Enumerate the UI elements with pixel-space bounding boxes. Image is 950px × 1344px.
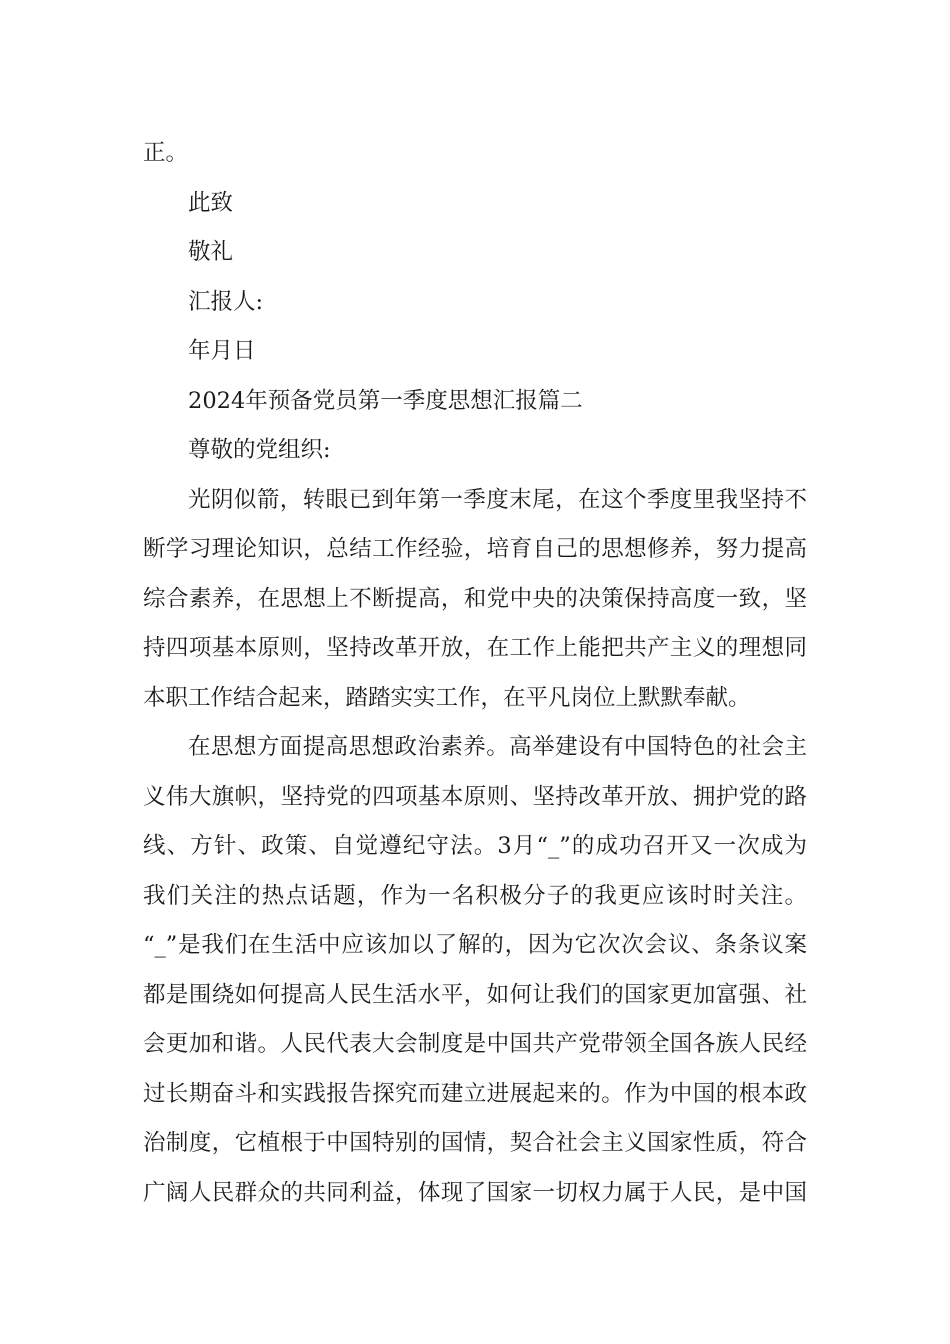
text-line: 综合素养，在思想上不断提高，和党中央的决策保持高度一致，坚 <box>143 585 807 612</box>
text-line: 线、方针、政策、自觉遵纪守法。3月“_”的成功召开又一次成为 <box>143 833 807 859</box>
text-line: 治制度，它植根于中国特别的国情，契合社会主义国家性质，符合 <box>143 1130 807 1156</box>
text-line: 光阴似箭，转眼已到年第一季度末尾，在这个季度里我坚持不 <box>188 486 807 513</box>
text-line: 敬礼 <box>188 239 234 265</box>
text-line: 我们关注的热点话题，作为一名积极分子的我更应该时时关注。 <box>143 882 807 909</box>
text-line: 年月日 <box>188 338 256 364</box>
text-line: “_”是我们在生活中应该加以了解的，因为它次次会议、条条议案 <box>143 932 807 958</box>
text-line: 义伟大旗帜，坚持党的四项基本原则、坚持改革开放、拥护党的路 <box>143 783 807 810</box>
text-line: 广阔人民群众的共同利益，体现了国家一切权力属于人民，是中国 <box>143 1179 807 1206</box>
text-line: 持四项基本原则，坚持改革开放，在工作上能把共产主义的理想同 <box>143 635 807 661</box>
text-line: 汇报人: <box>188 288 264 315</box>
text-line: 正。 <box>143 140 189 166</box>
text-line: 此致 <box>188 189 234 216</box>
text-line: 断学习理论知识，总结工作经验，培育自己的思想修养，努力提高 <box>143 536 807 562</box>
text-line: 在思想方面提高思想政治素养。高举建设有中国特色的社会主 <box>188 734 807 760</box>
document-page <box>143 129 807 1218</box>
text-line: 都是围绕如何提高人民生活水平，如何让我们的国家更加富强、社 <box>143 981 807 1008</box>
text-line: 2024年预备党员第一季度思想汇报篇二 <box>188 387 583 414</box>
text-line: 过长期奋斗和实践报告探究而建立进展起来的。作为中国的根本政 <box>143 1080 807 1107</box>
text-line: 会更加和谐。人民代表大会制度是中国共产党带领全国各族人民经 <box>143 1031 807 1057</box>
text-line: 尊敬的党组织: <box>188 437 331 463</box>
text-line: 本职工作结合起来，踏踏实实工作，在平凡岗位上默默奉献。 <box>143 684 751 711</box>
